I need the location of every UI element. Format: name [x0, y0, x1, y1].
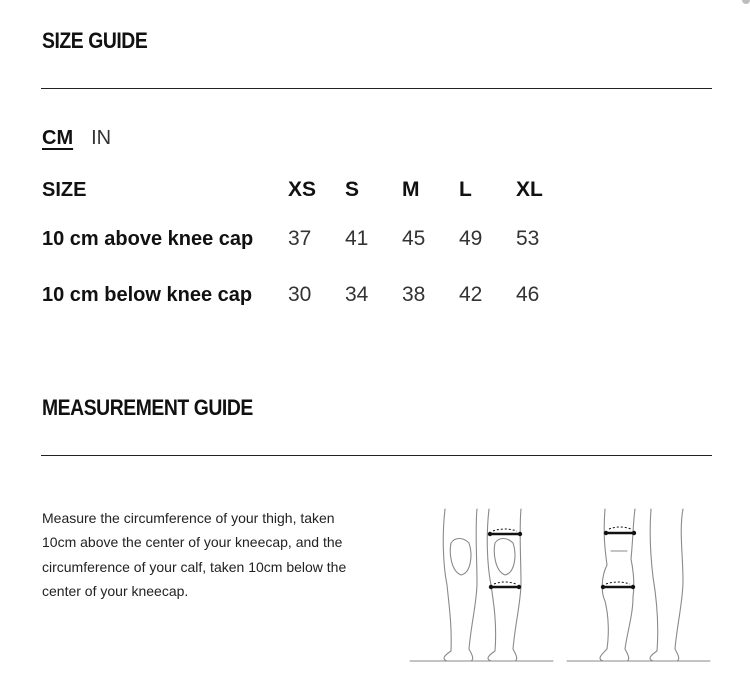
- corner-mark: [732, 0, 750, 8]
- unit-in-tab[interactable]: IN: [91, 127, 112, 149]
- right-leg-back: [650, 509, 683, 661]
- calf-band-dashes-back: [606, 582, 630, 584]
- size-l: L: [459, 178, 472, 201]
- right-kneecap: [494, 539, 515, 576]
- size-guide-title: SIZE GUIDE: [42, 28, 148, 53]
- measurement-guide-divider: [41, 455, 712, 456]
- thigh-band-dashes: [493, 529, 517, 531]
- size-s: S: [345, 178, 360, 201]
- measurement-description: Measure the circumference of your thigh, taken 10cm above the center of your kneecap, and the circumference of your calf, taken 10cm below the center of your kneecap.: [42, 510, 347, 599]
- size-header-label: SIZE: [42, 178, 87, 201]
- size-guide-divider: [41, 88, 712, 89]
- size-table-header: [42, 175, 572, 205]
- table-row-above-knee: [42, 224, 572, 254]
- size-m: M: [402, 178, 420, 201]
- table-cell: 30: [288, 283, 312, 306]
- table-cell: 45: [402, 227, 426, 250]
- calf-band-dashes: [494, 582, 516, 584]
- row-label: 10 cm below knee cap: [42, 283, 253, 306]
- left-kneecap: [450, 539, 471, 576]
- table-cell: 42: [459, 283, 483, 306]
- table-cell: 37: [288, 227, 312, 250]
- size-xl: XL: [516, 178, 543, 201]
- table-cell: 53: [516, 227, 540, 250]
- measurement-guide-title: MEASUREMENT GUIDE: [42, 395, 253, 420]
- size-xs: XS: [288, 178, 317, 201]
- table-cell: 46: [516, 283, 540, 306]
- table-cell: 38: [402, 283, 426, 306]
- right-leg-front: [487, 509, 521, 661]
- row-label: 10 cm above knee cap: [42, 227, 254, 250]
- table-cell: 41: [345, 227, 369, 250]
- table-cell: 49: [459, 227, 483, 250]
- knee-measurement-illustration: [405, 505, 715, 667]
- thigh-band-dashes-back: [609, 527, 631, 529]
- table-cell: 34: [345, 283, 369, 306]
- left-leg-front: [443, 509, 477, 661]
- unit-toggle: [42, 127, 111, 150]
- table-row-below-knee: [42, 280, 572, 310]
- unit-cm-tab[interactable]: CM: [42, 127, 74, 149]
